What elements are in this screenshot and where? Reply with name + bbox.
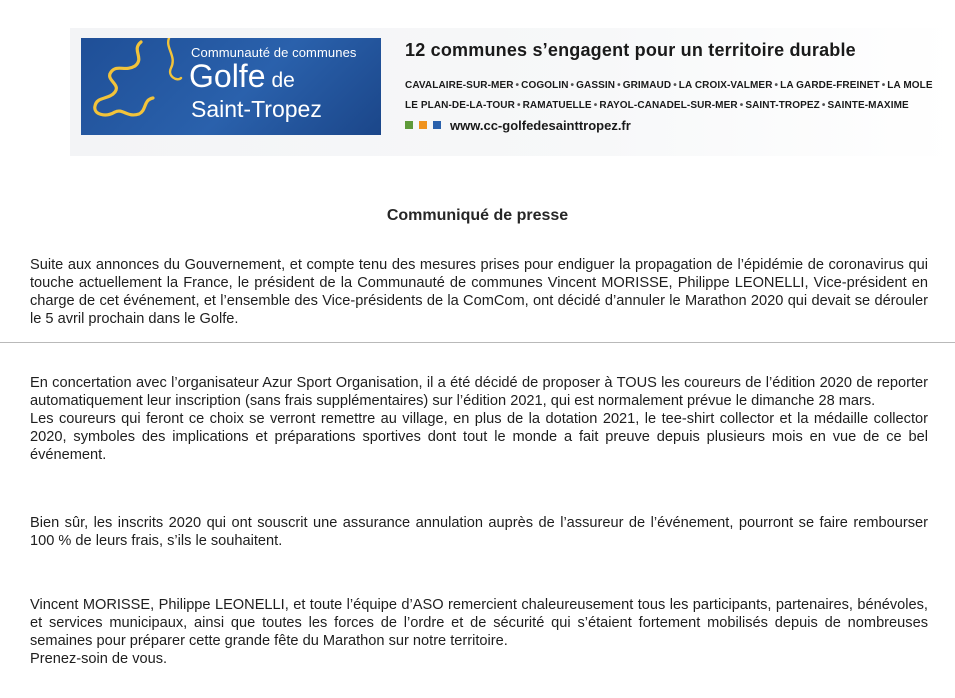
- commune-name: LA GARDE-FREINET: [780, 80, 880, 91]
- commune-name: GASSIN: [576, 80, 616, 91]
- commune-separator: •: [821, 100, 826, 111]
- paragraph-3: [30, 514, 928, 550]
- logo-place: Saint-Tropez: [191, 96, 322, 122]
- paragraph-1-text: Suite aux annonces du Gouvernement, et compte tenu des mesures prises pour endiguer la propagation de l’épidémie de coronavirus qui touche actuellement la France, le président de la Communauté de communes Vincent MORISSE, Philippe LEONELLI, Vice-président en charge de cet événement, et l’ensemble des Vice-présidents de la ComCom, ont décidé d’annuler le Marathon 2020 qui devait se dérouler le 5 avril prochain dans le Golfe.: [30, 257, 928, 327]
- paragraph-2a-text: En concertation avec l’organisateur Azur Sport Organisation, il a été décidé de proposer à TOUS les coureurs de l’édition 2020 de reporter automatiquement leur inscription (sans frais supplémentaires) sur l’édition 2021, qui est normalement prévue le dimanche 28 mars.: [30, 375, 928, 409]
- commune-name: LE PLAN-DE-LA-TOUR: [405, 100, 515, 111]
- commune-name: COGOLIN: [521, 80, 569, 91]
- commune-separator: •: [617, 80, 621, 91]
- paragraph-2b-text: Les coureurs qui feront ce choix se verront remettre au village, en plus de la dotation 2021, le tee-shirt collector et la médaille collector 2020, symboles des implications et préparations sportives dont tout le monde a fait preuve depuis plusieurs mois en vue de ce bel événement.: [30, 411, 928, 463]
- page-title: Communiqué de presse: [386, 207, 569, 224]
- commune-name: SAINTE-MAXIME: [827, 100, 909, 111]
- commune-name: LA MOLE: [887, 80, 933, 91]
- commune-separator: •: [570, 80, 575, 91]
- commune-separator: •: [593, 100, 598, 111]
- commune-separator: •: [739, 100, 744, 111]
- commune-name: RAYOL-CANADEL-SUR-MER: [599, 100, 738, 111]
- paragraph-3-text: Bien sûr, les inscrits 2020 qui ont souscrit une assurance annulation auprès de l’assureur de l’événement, pourront se faire rembourser 100 % de leurs frais, s’ils le souhaitent.: [30, 515, 928, 549]
- paragraph-2: [30, 374, 928, 464]
- green-square-icon: [405, 121, 413, 129]
- communes-line-1: [405, 76, 933, 96]
- commune-name: GRIMAUD: [622, 80, 672, 91]
- commune-separator: •: [881, 80, 886, 91]
- logo-small-text: Communauté de communes: [191, 45, 357, 60]
- tagline: 12 communes s’engagent pour un territoire durable: [405, 40, 856, 60]
- logo: [81, 38, 381, 135]
- commune-name: LA CROIX-VALMER: [678, 80, 773, 91]
- logo-de: de: [271, 69, 295, 92]
- commune-name: SAINT-TROPEZ: [745, 100, 820, 111]
- paragraph-1: [30, 256, 928, 328]
- communes-list: [405, 76, 933, 116]
- closing-text: Prenez-soin de vous.: [30, 651, 168, 667]
- commune-separator: •: [515, 80, 520, 91]
- logo-golfe: Golfe: [189, 58, 266, 94]
- blue-square-icon: [433, 121, 441, 129]
- orange-square-icon: [419, 121, 427, 129]
- website-link[interactable]: www.cc-golfedesainttropez.fr: [450, 117, 631, 133]
- commune-name: CAVALAIRE-SUR-MER: [405, 80, 514, 91]
- communes-line-2: [405, 96, 915, 116]
- commune-separator: •: [673, 80, 677, 91]
- commune-separator: •: [774, 80, 779, 91]
- divider: [0, 342, 955, 343]
- commune-name: RAMATUELLE: [522, 100, 592, 111]
- logo-title: [189, 58, 295, 99]
- website-row: [405, 117, 631, 133]
- paragraph-4-text: Vincent MORISSE, Philippe LEONELLI, et toute l’équipe d’ASO remercient chaleureusement tous les participants, partenaires, bénévoles, et services municipaux, ainsi que toutes les forces de l’ordre et de sécurité qui s’étaient fortement mobilisés depuis de nombreuses semaines pour préparer cette grande fête du Marathon sur notre territoire.: [30, 597, 928, 649]
- commune-separator: •: [516, 100, 521, 111]
- paragraph-4: [30, 596, 928, 668]
